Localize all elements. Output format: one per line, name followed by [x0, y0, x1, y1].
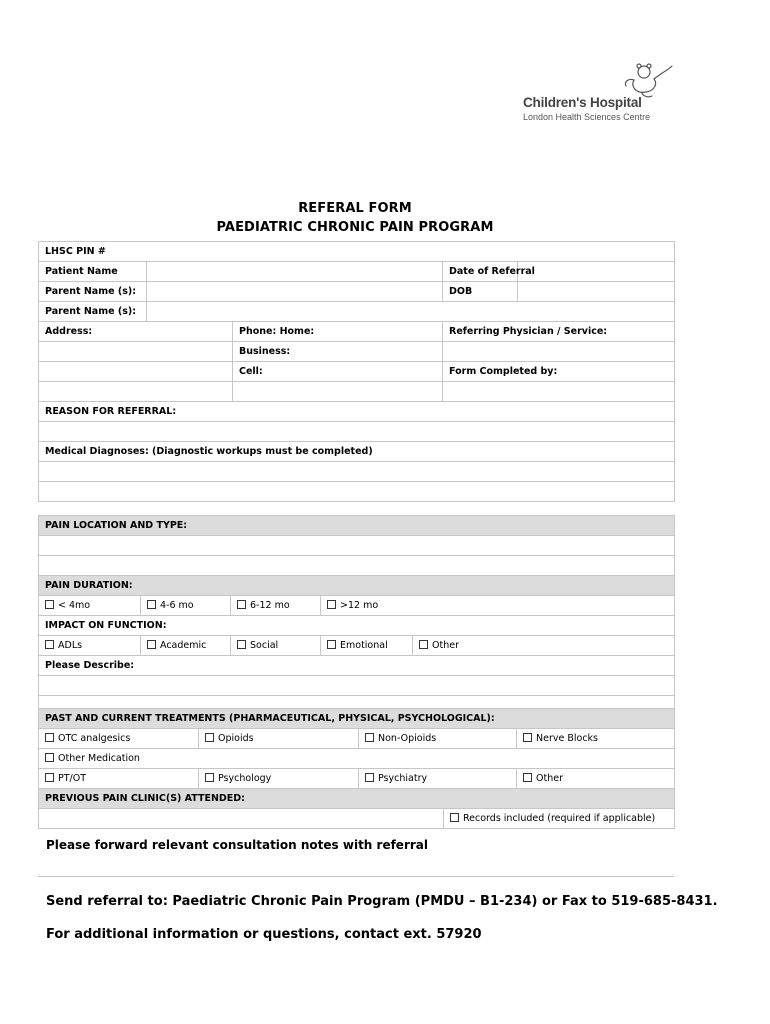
checkbox[interactable] [327, 640, 336, 649]
referring-physician-field[interactable] [443, 342, 675, 362]
hospital-logo [520, 62, 680, 124]
duration-option-under-4mo[interactable] [39, 596, 141, 616]
address-field-2[interactable] [39, 362, 233, 382]
duration-label: < 4mo [58, 600, 91, 611]
impact-label: Other [432, 640, 459, 651]
checkbox[interactable] [45, 753, 54, 762]
duration-option-6-12mo[interactable] [231, 596, 321, 616]
reason-for-referral-field[interactable] [39, 422, 675, 442]
form-completed-by-label: Form Completed by: [443, 362, 675, 382]
treatment-psychology[interactable] [199, 769, 359, 789]
treatment-label: OTC analgesics [58, 733, 131, 744]
impact-option-academic[interactable] [141, 636, 231, 656]
duration-option-over-12mo[interactable] [321, 596, 675, 616]
checkbox[interactable] [45, 600, 54, 609]
duration-option-4-6mo[interactable] [141, 596, 231, 616]
pain-duration-header: PAIN DURATION: [39, 576, 675, 596]
previous-pain-clinic-header: PREVIOUS PAIN CLINIC(S) ATTENDED: [39, 789, 675, 809]
impact-label: Emotional [340, 640, 388, 651]
treatment-label: Opioids [218, 733, 254, 744]
duration-label: 4-6 mo [160, 600, 194, 611]
referring-physician-label: Referring Physician / Service: [443, 322, 675, 342]
parent-name-2-field[interactable] [147, 302, 675, 322]
please-describe-label: Please Describe: [39, 656, 675, 676]
dob-label: DOB [443, 282, 518, 302]
treatment-label: PT/OT [58, 773, 87, 784]
medical-diagnoses-field-2[interactable] [39, 482, 675, 502]
checkbox[interactable] [523, 773, 532, 782]
pain-table [38, 515, 675, 716]
impact-option-social[interactable] [231, 636, 321, 656]
checkbox[interactable] [45, 640, 54, 649]
treatment-label: Nerve Blocks [536, 733, 598, 744]
checkbox[interactable] [205, 733, 214, 742]
lhsc-pin-label: LHSC PIN # [39, 242, 675, 262]
treatment-label: Psychiatry [378, 773, 428, 784]
treatments-table [38, 708, 675, 829]
impact-label: Social [250, 640, 279, 651]
treatment-non-opioids[interactable] [359, 729, 517, 749]
dob-field[interactable] [518, 282, 675, 302]
impact-label: ADLs [58, 640, 83, 651]
checkbox[interactable] [45, 733, 54, 742]
treatment-label: Non-Opioids [378, 733, 437, 744]
treatments-header: PAST AND CURRENT TREATMENTS (PHARMACEUTICAL, PHYSICAL, PSYCHOLOGICAL): [39, 709, 675, 729]
logo-title: Children's Hospital [523, 95, 642, 110]
treatment-opioids[interactable] [199, 729, 359, 749]
checkbox[interactable] [450, 813, 459, 822]
treatment-otc-analgesics[interactable] [39, 729, 199, 749]
treatment-other-medication[interactable] [39, 749, 675, 769]
impact-label: Academic [160, 640, 207, 651]
contact-info-text: For additional information or questions, contact ext. 57920 [46, 927, 482, 942]
checkbox[interactable] [365, 733, 374, 742]
medical-diagnoses-label: Medical Diagnoses: (Diagnostic workups must be completed) [39, 442, 675, 462]
checkbox[interactable] [237, 600, 246, 609]
duration-label: 6-12 mo [250, 600, 290, 611]
parent-name-2-label: Parent Name (s): [39, 302, 147, 322]
send-referral-text: Send referral to: Paediatric Chronic Pain Program (PMDU – B1-234) or Fax to 519-685-8431. [46, 894, 718, 909]
please-describe-field-1[interactable] [39, 676, 675, 696]
treatment-label: Psychology [218, 773, 272, 784]
patient-name-field[interactable] [147, 262, 443, 282]
patient-name-label: Patient Name [39, 262, 147, 282]
address-field-3[interactable] [39, 382, 233, 402]
phone-extra-field[interactable] [233, 382, 443, 402]
phone-cell-label: Cell: [233, 362, 443, 382]
treatment-other[interactable] [517, 769, 675, 789]
checkbox[interactable] [523, 733, 532, 742]
divider [38, 876, 674, 877]
treatment-psychiatry[interactable] [359, 769, 517, 789]
patient-info-table [38, 241, 675, 502]
parent-name-field[interactable] [147, 282, 443, 302]
medical-diagnoses-field-1[interactable] [39, 462, 675, 482]
checkbox[interactable] [237, 640, 246, 649]
date-of-referral-field[interactable] [518, 262, 675, 282]
treatment-pt-ot[interactable] [39, 769, 199, 789]
previous-pain-clinic-field[interactable] [39, 809, 444, 829]
address-label: Address: [39, 322, 233, 342]
impact-on-function-header: IMPACT ON FUNCTION: [39, 616, 675, 636]
treatment-label: Other Medication [58, 753, 140, 764]
impact-option-other[interactable] [413, 636, 675, 656]
impact-option-adls[interactable] [39, 636, 141, 656]
treatment-label: Other [536, 773, 563, 784]
phone-home-label: Phone: Home: [233, 322, 443, 342]
program-title: PAEDIATRIC CHRONIC PAIN PROGRAM [216, 220, 494, 235]
records-included-option[interactable] [444, 809, 675, 829]
form-title: REFERAL FORM [298, 201, 412, 216]
form-completed-by-field[interactable] [443, 382, 675, 402]
checkbox[interactable] [365, 773, 374, 782]
phone-business-label: Business: [233, 342, 443, 362]
checkbox[interactable] [419, 640, 428, 649]
parent-name-label: Parent Name (s): [39, 282, 147, 302]
checkbox[interactable] [147, 600, 156, 609]
checkbox[interactable] [205, 773, 214, 782]
address-field-1[interactable] [39, 342, 233, 362]
logo-subtitle: London Health Sciences Centre [523, 112, 651, 122]
pain-location-header: PAIN LOCATION AND TYPE: [39, 516, 675, 536]
checkbox[interactable] [45, 773, 54, 782]
treatment-nerve-blocks[interactable] [517, 729, 675, 749]
duration-label: >12 mo [340, 600, 379, 611]
checkbox[interactable] [147, 640, 156, 649]
date-of-referral-label: Date of Referral [443, 262, 518, 282]
records-included-label: Records included (required if applicable) [463, 813, 656, 824]
impact-option-emotional[interactable] [321, 636, 413, 656]
pain-location-field-2[interactable] [39, 556, 675, 576]
reason-for-referral-label: REASON FOR REFERRAL: [39, 402, 675, 422]
pain-location-field-1[interactable] [39, 536, 675, 556]
forward-notes-text: Please forward relevant consultation notes with referral [46, 838, 428, 852]
checkbox[interactable] [327, 600, 336, 609]
